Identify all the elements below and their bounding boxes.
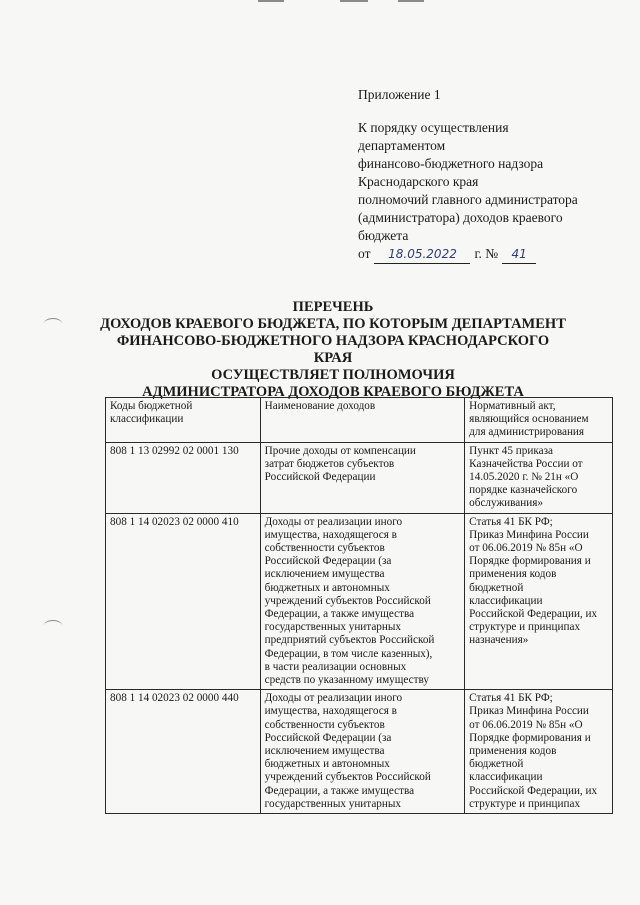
act-cell — [465, 690, 613, 814]
heading-line: ФИНАНСОВО-БЮДЖЕТНОГО НАДЗОРА КРАСНОДАРСКОГО КРАЯ — [116, 333, 550, 366]
cell-line: Российской Федерации, их — [469, 784, 598, 797]
cell-line: бюджетной — [469, 758, 524, 771]
cell-line: назначения» — [469, 634, 529, 647]
cell-line: Доходы от реализации иного — [264, 515, 403, 528]
document-heading — [98, 299, 568, 401]
table-header-row — [106, 398, 613, 443]
cell-line: государственных унитарных — [264, 797, 401, 810]
scan-top-mark — [258, 0, 284, 2]
cell-line: порядке казначейского — [469, 484, 578, 497]
cell-line: учреждений субъектов Российской — [264, 594, 431, 607]
appendix-line: (администратора) доходов краевого — [358, 210, 563, 225]
cell-line: Российской Федерации, их — [469, 608, 598, 621]
handwritten-number: 41 — [502, 245, 536, 264]
scan-top-mark — [340, 0, 368, 2]
appendix-line: бюджета — [358, 228, 409, 243]
cell-line: государственных унитарных — [264, 621, 401, 634]
cell-line: от 06.06.2019 № 85н «О — [469, 542, 583, 555]
cell-line: Федерации, в том числе казенных), — [264, 647, 433, 660]
cell-line: структуре и принципах — [469, 797, 581, 810]
order-date-line — [358, 245, 578, 264]
act-cell — [465, 513, 613, 690]
header-line: Нормативный акт, — [469, 400, 556, 412]
cell-line: затрат бюджетов субъектов — [264, 457, 395, 470]
heading-line: ОСУЩЕСТВЛЯЕТ ПОЛНОМОЧИЯ — [211, 367, 455, 383]
cell-line: учреждений субъектов Российской — [264, 771, 431, 784]
cell-line: Федерации, а также имущества — [264, 608, 415, 621]
appendix-line: департаментом — [358, 138, 446, 153]
number-prefix: г. № — [474, 246, 499, 261]
cell-line: Российской Федерации (за — [264, 731, 392, 744]
table-row — [106, 690, 613, 814]
header-line: классификации — [110, 413, 184, 426]
cell-line: Статья 41 БК РФ; — [469, 515, 553, 528]
heading-line: ДОХОДОВ КРАЕВОГО БЮДЖЕТА, ПО КОТОРЫМ ДЕПАРТАМЕНТ — [100, 316, 566, 332]
cell-line: классификации — [469, 771, 543, 784]
appendix-line: финансово-бюджетного надзора — [358, 156, 544, 171]
code-cell: 808 1 13 02992 02 0001 130 — [106, 442, 261, 513]
cell-line: исключением имущества — [264, 745, 385, 758]
cell-line: Казначейства России от — [469, 457, 583, 470]
name-cell — [260, 690, 465, 814]
table-row — [106, 513, 613, 690]
cell-line: предприятий субъектов Российской — [264, 634, 435, 647]
header-income-name — [260, 398, 465, 443]
header-line: Наименование доходов — [264, 400, 376, 412]
name-cell — [260, 513, 465, 690]
scan-top-mark — [398, 0, 424, 2]
cell-line: Доходы от реализации иного — [264, 692, 403, 705]
handwritten-date: 18.05.2022 — [374, 245, 470, 264]
cell-line: имущества, находящегося в — [264, 528, 397, 541]
name-cell — [260, 442, 465, 513]
cell-line: средств по указанному имуществу — [264, 674, 429, 687]
appendix-line: полномочий главного администратора — [358, 192, 578, 207]
heading-line: ПЕРЕЧЕНЬ — [292, 299, 374, 315]
date-prefix: от — [358, 246, 371, 261]
header-codes — [106, 398, 261, 443]
cell-line: Пункт 45 приказа — [469, 444, 553, 457]
cell-line: применения кодов — [469, 745, 557, 758]
cell-line: бюджетных и автономных — [264, 758, 390, 771]
scan-margin-mark — [44, 318, 62, 329]
cell-line: собственности субъектов — [264, 542, 385, 555]
cell-line: обслуживания» — [469, 497, 543, 510]
header-line: являющийся основанием — [469, 413, 589, 426]
revenue-table — [105, 397, 613, 814]
cell-line: Российской Федерации (за — [264, 555, 392, 568]
cell-line: Порядке формирования и — [469, 731, 591, 744]
cell-line: классификации — [469, 594, 543, 607]
cell-line: бюджетной — [469, 581, 524, 594]
appendix-block — [358, 86, 578, 264]
code-cell: 808 1 14 02023 02 0000 410 — [106, 513, 261, 690]
cell-line: от 06.06.2019 № 85н «О — [469, 718, 583, 731]
cell-line: 14.05.2020 г. № 21н «О — [469, 471, 579, 484]
cell-line: имущества, находящегося в — [264, 705, 397, 718]
cell-line: Приказ Минфина России — [469, 705, 589, 718]
code-cell: 808 1 14 02023 02 0000 440 — [106, 690, 261, 814]
scan-margin-mark — [44, 620, 62, 631]
table-row — [106, 442, 613, 513]
cell-line: исключением имущества — [264, 568, 385, 581]
cell-line: Российской Федерации — [264, 471, 376, 484]
cell-line: в части реализации основных — [264, 660, 407, 673]
cell-line: Порядке формирования и — [469, 555, 591, 568]
appendix-line: Краснодарского края — [358, 174, 479, 189]
cell-line: Приказ Минфина России — [469, 528, 589, 541]
appendix-line: К порядку осуществления — [358, 120, 509, 135]
header-normative-act — [465, 398, 613, 443]
header-line: Коды бюджетной — [110, 400, 193, 412]
appendix-title: Приложение 1 — [358, 87, 441, 102]
cell-line: собственности субъектов — [264, 718, 385, 731]
cell-line: Прочие доходы от компенсации — [264, 444, 416, 457]
act-cell — [465, 442, 613, 513]
cell-line: Федерации, а также имущества — [264, 784, 415, 797]
header-line: для администрирования — [469, 426, 585, 439]
heading-line: АДМИНИСТРАТОРА ДОХОДОВ КРАЕВОГО БЮДЖЕТА — [142, 384, 524, 400]
cell-line: Статья 41 БК РФ; — [469, 692, 553, 705]
cell-line: применения кодов — [469, 568, 557, 581]
cell-line: структуре и принципах — [469, 621, 581, 634]
cell-line: бюджетных и автономных — [264, 581, 390, 594]
